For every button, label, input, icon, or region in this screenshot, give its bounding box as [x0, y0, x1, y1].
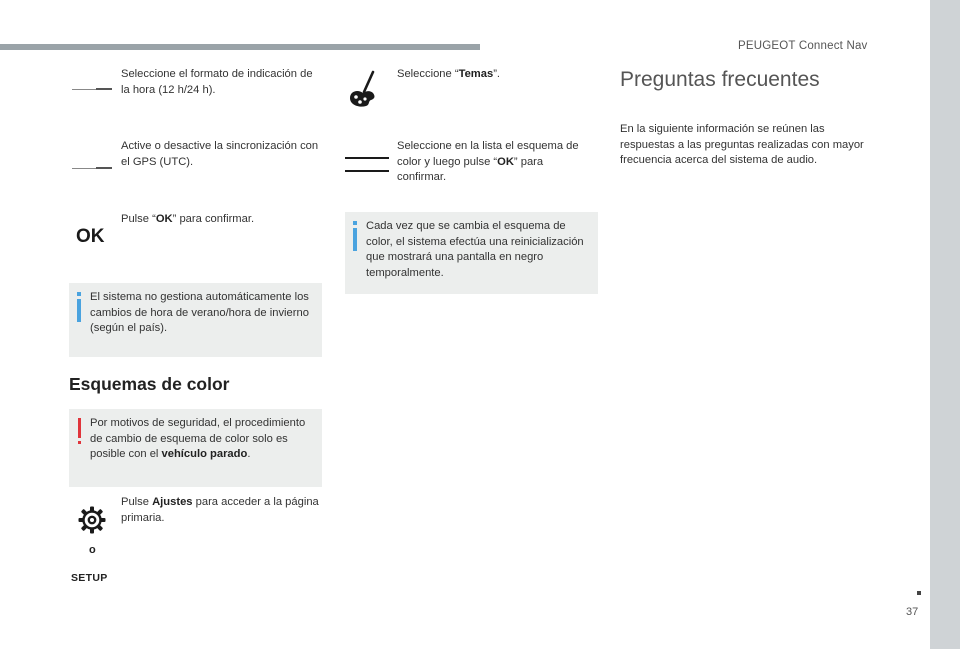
ok-confirm-text	[121, 212, 321, 228]
palette-icon	[346, 70, 386, 110]
themes-text	[397, 67, 592, 83]
color-scheme-list-icon	[345, 155, 390, 175]
running-header: PEUGEOT Connect Nav	[738, 40, 868, 52]
themes-pre: Seleccione “	[397, 68, 459, 80]
faq-intro-text: En la siguiente información se reúnen las respuestas a las preguntas realizadas con mayor frecuencia acerca del sistema de audio.	[620, 123, 864, 166]
side-tab	[930, 0, 960, 649]
settings-post: para acceder a la página primaria.	[121, 496, 319, 524]
scheme-list-text	[397, 139, 592, 186]
scheme-list-pre: Seleccione en la lista el esquema de color y luego pulse “	[397, 140, 579, 168]
settings-bold: Ajustes	[152, 496, 193, 508]
warning-pre: Por motivos de seguridad, el procedimiento de cambio de esquema de color solo es posible con el	[90, 417, 306, 460]
warning-box	[69, 409, 322, 487]
ok-icon: OK	[76, 226, 105, 247]
info-icon	[77, 292, 81, 296]
or-label: o	[89, 544, 96, 556]
themes-bold: Temas	[458, 68, 494, 80]
settings-gear-icon	[77, 505, 107, 535]
ok-confirm-bold: OK	[155, 213, 173, 225]
settings-text	[121, 495, 321, 526]
gps-sync-icon	[72, 165, 112, 171]
info-text-reset: Cada vez que se cambia el esquema de color, el sistema efectúa una reinicialización que mostrará una pantalla en negro temporalmente.	[366, 220, 584, 279]
top-rule	[0, 44, 480, 50]
scheme-list-post: ” para confirmar.	[397, 155, 544, 183]
scheme-list-bold: OK	[497, 155, 514, 168]
info-box-reset	[345, 212, 598, 294]
warning-icon	[78, 418, 81, 438]
ok-confirm-post: ” para confirmar.	[172, 213, 255, 225]
page-marker	[917, 591, 921, 595]
clock-format-icon	[72, 86, 112, 92]
warning-text	[90, 416, 318, 463]
warning-post: .	[247, 448, 251, 460]
clock-format-text: Seleccione el formato de indicación de la hora (12 h/24 h).	[121, 68, 313, 96]
info-box-daylight	[69, 283, 322, 357]
setup-label: SETUP	[71, 572, 108, 584]
section-title-color-schemes: Esquemas de color	[69, 374, 230, 394]
warning-bold: vehículo parado	[161, 448, 248, 460]
page-number: 37	[906, 606, 919, 618]
gps-sync-text: Active o desactive la sincronización con el GPS (UTC).	[121, 140, 319, 168]
settings-pre: Pulse	[121, 496, 153, 508]
themes-post: ”.	[493, 68, 501, 80]
info-icon	[353, 221, 357, 225]
ok-confirm-pre: Pulse “	[121, 213, 156, 225]
section-title-faq: Preguntas frecuentes	[620, 68, 820, 91]
info-text-daylight: El sistema no gestiona automáticamente los cambios de hora de verano/hora de invierno (según el país).	[90, 291, 309, 334]
